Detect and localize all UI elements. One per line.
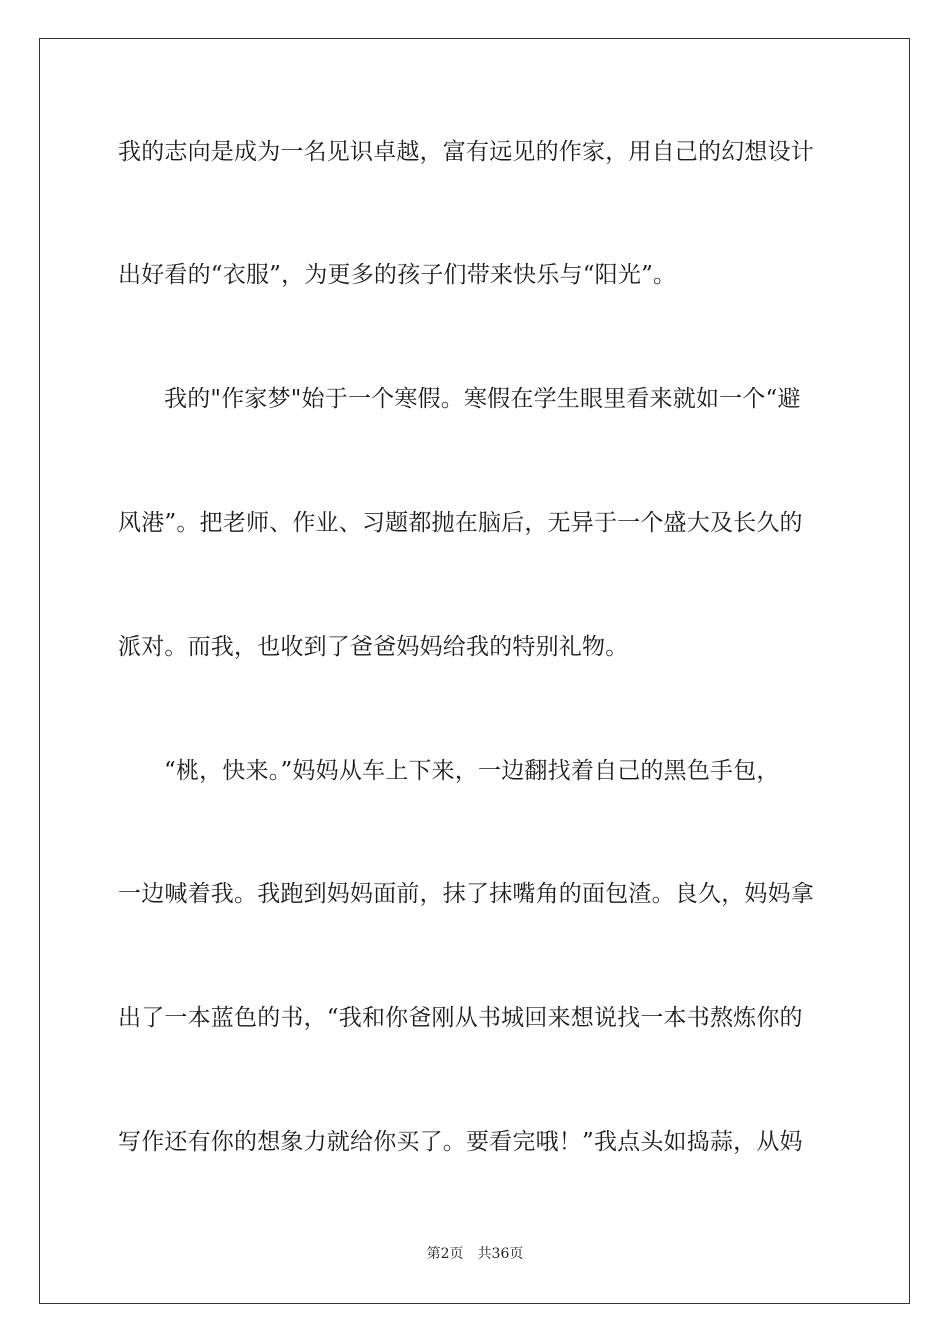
page-number: 第2页 <box>426 1246 464 1262</box>
text-line: 写作还有你的想象力就给你买了。要看完哦！”我点头如捣蒜，从妈 <box>118 1129 803 1155</box>
text-line: 一边喊着我。我跑到妈妈面前，抹了抹嘴角的面包渣。良久，妈妈拿 <box>118 881 814 907</box>
page-frame <box>39 38 910 1304</box>
text-line: 出好看的“衣服”，为更多的孩子们带来快乐与“阳光”。 <box>118 262 677 288</box>
page-total: 共36页 <box>477 1246 524 1262</box>
page-footer <box>0 1245 950 1263</box>
paragraph-start-line: 我的"作家梦"始于一个寒假。寒假在学生眼里看来就如一个“避 <box>164 386 801 412</box>
text-line: 出了一本蓝色的书，“我和你爸刚从书城回来想说找一本书熬炼你的 <box>118 1005 803 1031</box>
paragraph-start-line: “桃，快来。”妈妈从车上下来，一边翻找着自己的黑色手包， <box>164 758 780 784</box>
text-line: 派对。而我，也收到了爸爸妈妈给我的特别礼物。 <box>118 634 629 660</box>
text-line: 风港”。把老师、作业、习题都抛在脑后，无异于一个盛大及长久的 <box>118 510 803 536</box>
text-line: 我的志向是成为一名见识卓越，富有远见的作家，用自己的幻想设计 <box>118 139 814 165</box>
